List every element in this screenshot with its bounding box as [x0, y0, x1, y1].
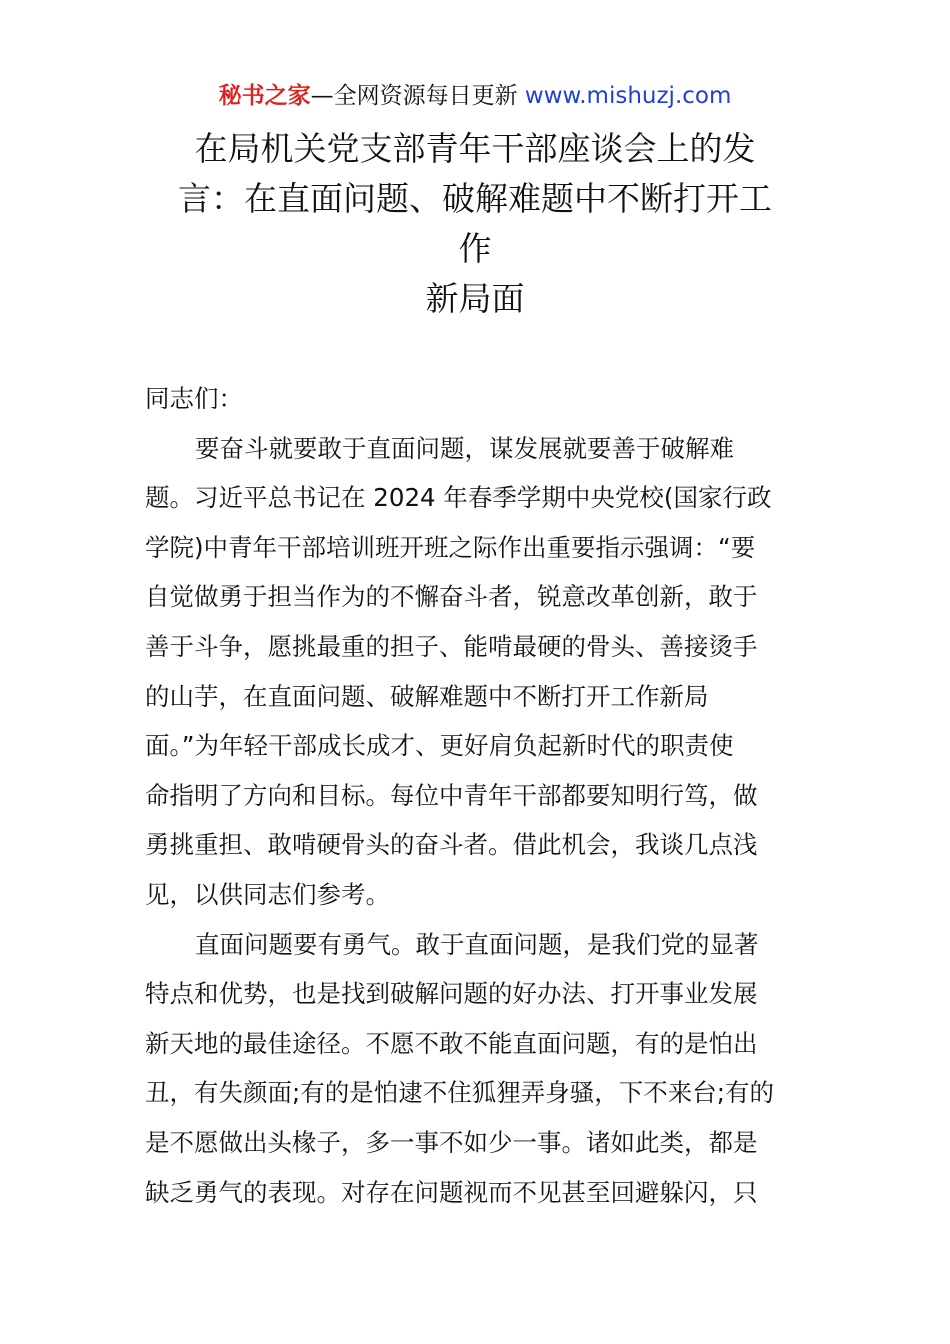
paragraph-line: 要奋斗就要敢于直面问题，谋发展就要善于破解难 [195, 433, 734, 463]
title-line: 言：在直面问题、破解难题中不断打开工 [178, 179, 772, 218]
paragraph-line: 勇挑重担、敢啃硬骨头的奋斗者。借此机会，我谈几点浅 [145, 830, 758, 860]
paragraph-line: 是不愿做出头椽子，多一事不如少一事。诸如此类，都是 [145, 1127, 758, 1157]
document-body [145, 374, 810, 1217]
title-line: 作 [458, 229, 492, 268]
paragraph-line: 直面问题要有勇气。敢于直面问题，是我们党的显著 [195, 929, 759, 959]
salutation: 同志们： [145, 384, 243, 413]
document-title [140, 124, 810, 324]
paragraph-line: 命指明了方向和目标。每位中青年干部都要知明行笃，做 [145, 780, 758, 810]
paragraph-line: 缺乏勇气的表现。对存在问题视而不见甚至回避躲闪，只 [145, 1177, 758, 1207]
paragraph-line: 见，以供同志们参考。 [145, 879, 390, 909]
paragraph-line: 自觉做勇于担当作为的不懈奋斗者，锐意改革创新，敢于 [145, 582, 758, 612]
paragraph-line: 的山芋，在直面问题、破解难题中不断打开工作新局 [145, 681, 709, 711]
paragraph-line: 丑，有失颜面;有的是怕逮不住狐狸弄身骚，下不来台;有的 [145, 1078, 775, 1108]
paragraph-line: 学院)中青年干部培训班开班之际作出重要指示强调：“要 [145, 532, 756, 562]
paragraph-line: 面。”为年轻干部成长成才、更好肩负起新时代的职责使 [145, 731, 734, 761]
site-tagline: —全网资源每日更新 [310, 83, 525, 109]
site-header [0, 78, 950, 114]
paragraph-line: 新天地的最佳途径。不愿不敢不能直面问题，有的是怕出 [145, 1028, 758, 1058]
paragraph-line: 善于斗争，愿挑最重的担子、能啃最硬的骨头、善接烫手 [145, 631, 758, 661]
paragraph-line: 题。习近平总书记在 2024 年春季学期中央党校(国家行政 [145, 483, 772, 513]
title-line: 新局面 [425, 279, 525, 318]
title-line: 在局机关党支部青年干部座谈会上的发 [194, 129, 756, 168]
site-brand: 秘书之家 [218, 83, 311, 109]
paragraph-line: 特点和优势，也是找到破解问题的好办法、打开事业发展 [145, 979, 758, 1009]
site-url-link[interactable]: www.mishuzj.com [524, 83, 732, 109]
